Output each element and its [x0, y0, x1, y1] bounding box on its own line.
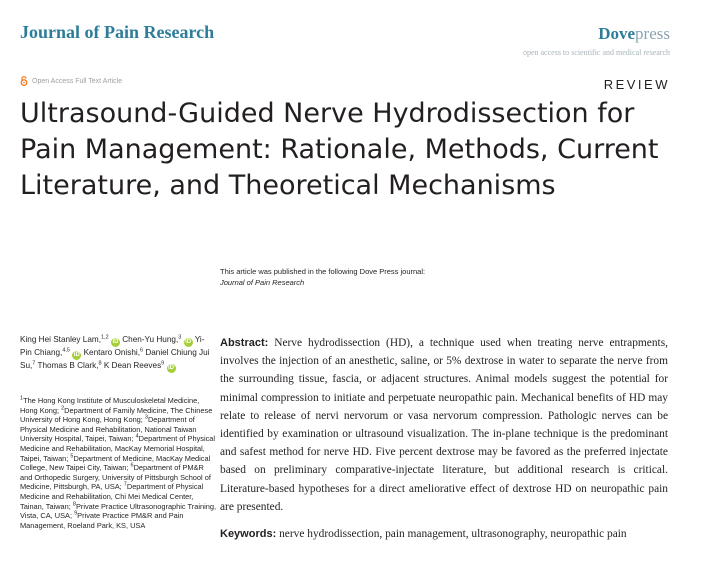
open-access-label — [20, 76, 122, 86]
open-access-text: Open Access Full Text Article — [32, 77, 123, 85]
affiliation-text: Department of PM&R and Orthopedic Surgery, University of Pittsburgh School of Medicine, Pittsburgh, PA, USA; — [20, 463, 211, 492]
affiliation-number: 8 — [72, 501, 76, 508]
author — [122, 335, 192, 344]
publication-note — [220, 266, 425, 288]
author-affiliation-marker: 9 — [161, 360, 165, 367]
author-affiliation-marker: 4,5 — [62, 347, 70, 354]
affiliation-number: 9 — [74, 510, 78, 517]
author-affiliation-marker: 6 — [140, 347, 144, 354]
affiliation-number: 3 — [144, 414, 148, 421]
affiliation-text: Private Practice PM&R and Pain Management, Roeland Park, KS, USA — [20, 511, 184, 530]
author-list — [20, 334, 216, 373]
orcid-icon[interactable]: iD — [168, 365, 175, 371]
brand-press: press — [635, 24, 670, 43]
author — [104, 361, 176, 370]
keywords-text: nerve hydrodissection, pain management, ultrasonography, neuropathic pain — [279, 528, 627, 540]
author — [84, 348, 144, 357]
keywords-label: Keywords: — [220, 528, 277, 540]
orcid-icon[interactable]: iD — [185, 339, 192, 345]
author-name: King Hei Stanley Lam, — [20, 335, 102, 344]
affiliation-text: Department of Physical Medicine and Rehabilitation, National Taiwan University Hospital, Taipei, Taiwan; — [20, 415, 197, 444]
author-name: Chen-Yu Hung, — [122, 335, 179, 344]
author-name: K Dean Reeves — [103, 361, 162, 370]
author-name: Daniel Chiung Jui Su, — [20, 348, 210, 370]
affiliation-text: Department of Physical Medicine and Rehabilitation, MacKay Memorial Hospital, Taipei, Taiwan; — [20, 434, 216, 463]
journal-name: Journal of Pain Research — [20, 22, 215, 42]
orcid-icon[interactable]: iD — [73, 352, 80, 358]
abstract-text: Nerve hydrodissection (HD), a technique used when treating nerve entrapments, involves the injection of an anesthetic, saline, or 5% dextrose in water to separate the nerve from the surrounding tissue, fascia, or adjacent structures. Animal models suggest the potential for minimal compression to initiate and perpetuate neuropathic pain. Mechanical benefits of HD may relate to release of nervi nervorum or vasa nervorum compression. Pathologic nerves can be identified by examination or ultrasound visualization. The in-plane technique is the predominant and safest method for nerve HD. Five percent dextrose may be favored as the preferred injectate based on preliminary comparative-injectate literature, but additional research is critical. Literature-based hypotheses for a direct ameliorative effect of dextrose HD on neuropathic pain are presented. — [220, 337, 668, 513]
affiliation-text: Department of Family Medicine, The Chinese University of Hong Kong, Hong Kong; — [20, 405, 213, 425]
affiliation-text: The Hong Kong Institute of Musculoskeletal Medicine, Hong Kong; — [20, 396, 200, 415]
publication-note-journal: Journal of Pain Research — [220, 278, 305, 287]
publisher-logo — [598, 24, 670, 44]
affiliation-number: 7 — [123, 481, 127, 488]
affiliation-text: Private Practice Ultrasonographic Training, Vista, CA, USA; — [20, 501, 217, 521]
affiliation-number: 4 — [135, 433, 139, 440]
author-name: Yi-Pin Chiang, — [20, 335, 205, 357]
affiliation-number: 6 — [130, 462, 134, 469]
affiliation-number: 2 — [61, 405, 65, 412]
affiliation-text: Department of Medicine, MacKay Medical College, New Taipei City, Taiwan; — [20, 453, 211, 473]
author-name: Kentaro Onishi, — [83, 348, 140, 357]
author-affiliation-marker: 3 — [178, 334, 182, 341]
article-type: REVIEW — [603, 77, 670, 92]
affiliation-text: Department of Physical Medicine and Rehabilitation, Chi Mei Medical Center, Tainan, Taiwan; — [20, 482, 204, 511]
orcid-icon[interactable]: iD — [112, 339, 119, 345]
publication-note-line: This article was published in the following Dove Press journal: — [220, 267, 426, 276]
author — [20, 335, 120, 344]
keywords — [220, 526, 680, 542]
abstract-label: Abstract: — [220, 337, 269, 349]
open-lock-icon — [20, 76, 28, 86]
article-title: Ultrasound-Guided Nerve Hydrodissection for Pain Management: Rationale, Methods, Current Literature, and Theoretical Mechanisms — [20, 98, 659, 201]
brand-dove: Dove — [598, 24, 636, 43]
affiliations — [20, 396, 216, 530]
author-name: Thomas B Clark, — [37, 361, 99, 370]
author-affiliation-marker: 7 — [32, 360, 36, 367]
affiliation-number: 5 — [70, 453, 74, 460]
author-affiliation-marker: 1,2 — [101, 334, 109, 341]
author — [38, 361, 102, 370]
abstract — [220, 334, 668, 516]
publisher-tagline: open access to scientific and medical research — [522, 48, 670, 57]
author-affiliation-marker: 8 — [98, 360, 102, 367]
affiliation-number: 1 — [20, 395, 24, 402]
